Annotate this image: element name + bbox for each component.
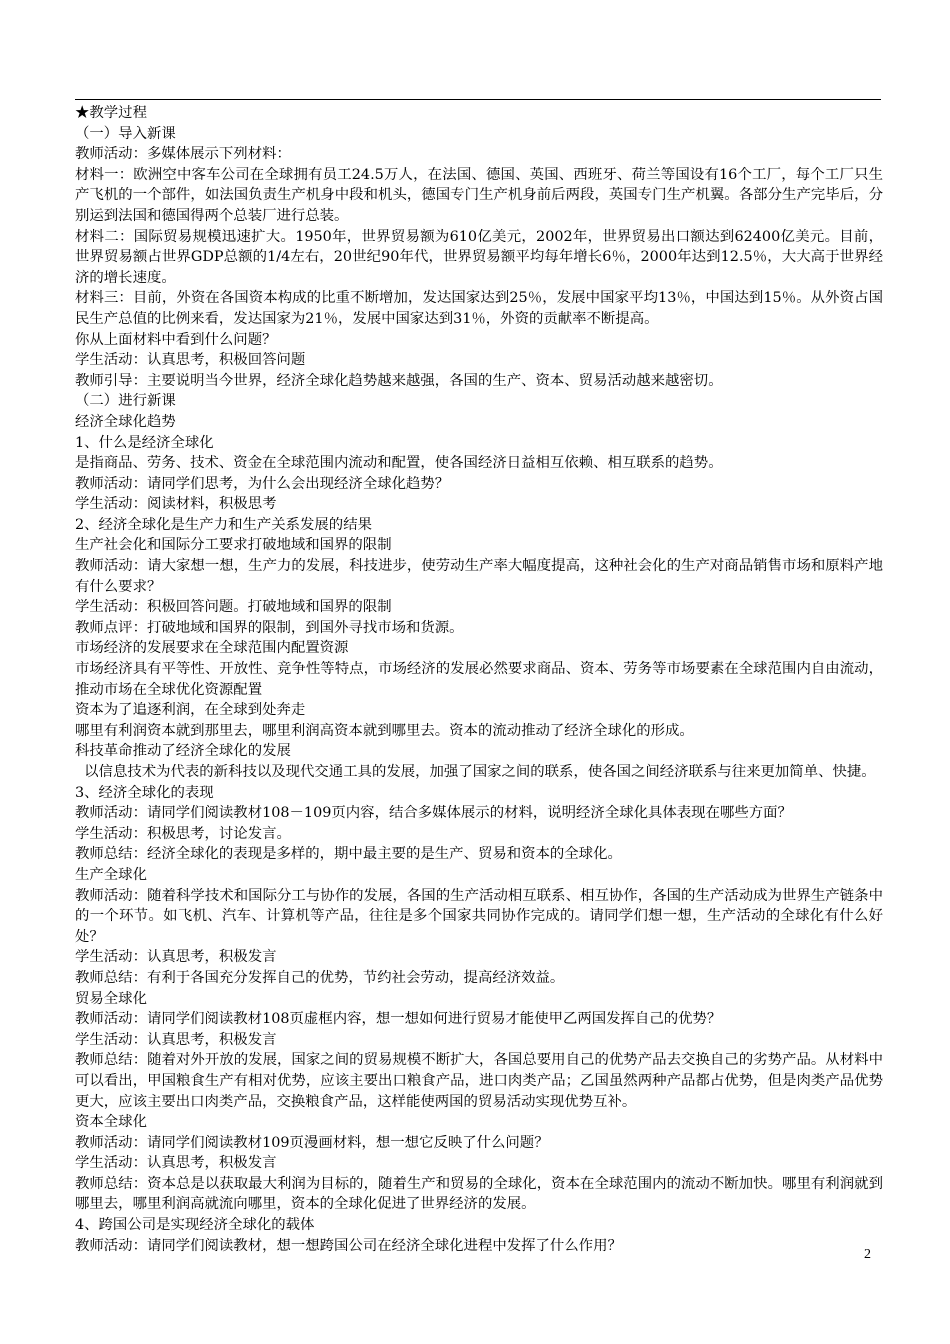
paragraph: 教师总结：有利于各国充分发挥自己的优势，节约社会劳动，提高经济效益。 bbox=[75, 969, 565, 986]
topic-heading: 市场经济的发展要求在全球范围内配置资源 bbox=[75, 640, 349, 657]
topic-heading: 经济全球化趋势 bbox=[75, 413, 176, 430]
document-body bbox=[75, 103, 883, 1256]
paragraph: 教师活动：请同学们阅读教材108－109页内容，结合多媒体展示的材料，说明经济全球化具体表现在哪些方面？ bbox=[75, 805, 792, 822]
page-number: 2 bbox=[864, 1247, 871, 1262]
paragraph: 教师活动：请同学们阅读教材108页虚框内容，想一想如何进行贸易才能使甲乙两国发挥自己的优势？ bbox=[75, 1011, 722, 1028]
paragraph: 学生活动：认真思考，积极发言 bbox=[75, 949, 277, 966]
topic-heading: 生产全球化 bbox=[75, 866, 147, 883]
paragraph: 学生活动：认真思考，积极发言 bbox=[75, 1155, 277, 1172]
topic-heading: 贸易全球化 bbox=[75, 990, 147, 1007]
topic-heading: 生产社会化和国际分工要求打破地域和国界的限制 bbox=[75, 537, 392, 554]
paragraph: 学生活动：认真思考，积极回答问题 bbox=[75, 352, 306, 369]
topic-heading: 科技革命推动了经济全球化的发展 bbox=[75, 743, 291, 760]
section-heading: ★教学过程 bbox=[75, 105, 147, 121]
paragraph: 教师活动：请同学们阅读教材，想一想跨国公司在经济全球化进程中发挥了什么作用？ bbox=[75, 1237, 622, 1254]
topic-heading: 资本为了追逐利润，在全球到处奔走 bbox=[75, 702, 306, 719]
paragraph: 教师活动：请同学们思考，为什么会出现经济全球化趋势？ bbox=[75, 475, 450, 492]
numbered-heading: 1、什么是经济全球化 bbox=[75, 434, 214, 451]
paragraph: 哪里有利润资本就到那里去，哪里利润高资本就到哪里去。资本的流动推动了经济全球化的形成。 bbox=[75, 722, 694, 739]
paragraph: 材料二：国际贸易规模迅速扩大。1950年，世界贸易额为610亿美元，2002年，世界贸易出口额达到62400亿美元。目前，世界贸易额占世界GDP总额的1/4左右，20世纪90年代，世界贸易额平均每年增长6％，2000年达到12.5％，大大高于世界经济的增长速度。 bbox=[75, 228, 883, 286]
subsection-heading: （二）进行新课 bbox=[75, 393, 176, 410]
paragraph: 教师活动：请大家想一想，生产力的发展，科技进步，使劳动生产率大幅度提高，这种社会化的生产对商品销售市场和原料产地有什么要求？ bbox=[75, 558, 883, 595]
paragraph: 教师点评：打破地域和国界的限制，到国外寻找市场和货源。 bbox=[75, 619, 464, 636]
subsection-heading: （一）导入新课 bbox=[75, 125, 176, 142]
paragraph: 学生活动：积极思考，讨论发言。 bbox=[75, 825, 291, 842]
header-rule bbox=[75, 99, 881, 100]
paragraph: 以信息技术为代表的新科技以及现代交通工具的发展，加强了国家之间的联系，使各国之间经济联系与往来更加简单、快捷。 bbox=[75, 764, 876, 780]
paragraph: 是指商品、劳务、技术、资金在全球范围内流动和配置，使各国经济日益相互依赖、相互联系的趋势。 bbox=[75, 455, 723, 472]
topic-heading: 资本全球化 bbox=[75, 1114, 147, 1131]
paragraph: 教师活动：多媒体展示下列材料： bbox=[75, 146, 291, 163]
paragraph: 教师总结：资本总是以获取最大利润为目标的，随着生产和贸易的全球化，资本在全球范围内的流动不断加快。哪里有利润就到哪里去，哪里利润高就流向哪里，资本的全球化促进了世界经济的发展。 bbox=[75, 1175, 883, 1213]
numbered-heading: 3、经济全球化的表现 bbox=[75, 784, 214, 801]
numbered-heading: 4、跨国公司是实现经济全球化的载体 bbox=[75, 1217, 315, 1234]
paragraph: 教师活动：请同学们阅读教材109页漫画材料，想一想它反映了什么问题？ bbox=[75, 1134, 549, 1151]
paragraph: 教师总结：经济全球化的表现是多样的，期中最主要的是生产、贸易和资本的全球化。 bbox=[75, 846, 622, 863]
paragraph: 教师活动：随着科学技术和国际分工与协作的发展，各国的生产活动相互联系、相互协作，各国的生产活动成为世界生产链条中的一个环节。如飞机、汽车、计算机等产品，往往是多个国家共同协作完成的。请同学们想一想，生产活动的全球化有什么好处？ bbox=[75, 887, 883, 945]
paragraph: 市场经济具有平等性、开放性、竞争性等特点，市场经济的发展必然要求商品、资本、劳务等市场要素在全球范围内自由流动，推动市场在全球优化资源配置 bbox=[75, 661, 883, 698]
paragraph: 学生活动：积极回答问题。打破地域和国界的限制 bbox=[75, 599, 392, 616]
paragraph: 学生活动：阅读材料，积极思考 bbox=[75, 496, 277, 513]
paragraph: 教师总结：随着对外开放的发展，国家之间的贸易规模不断扩大，各国总要用自己的优势产品去交换自己的劣势产品。从材料中可以看出，甲国粮食生产有相对优势，应该主要出口粮食产品，进口肉类产品；乙国虽然两种产品都占优势，但是肉类产品优势更大，应该主要出口肉类产品，交换粮食产品，这样能使两国的贸易活动实现优势互补。 bbox=[75, 1052, 883, 1110]
numbered-heading: 2、经济全球化是生产力和生产关系发展的结果 bbox=[75, 516, 372, 533]
paragraph: 材料一：欧洲空中客车公司在全球拥有员工24.5万人，在法国、德国、英国、西班牙、荷兰等国设有16个工厂，每个工厂只生产飞机的一个部件，如法国负责生产机身中段和机头，德国专门生产机身前后两段，英国专门生产机翼。各部分生产完毕后，分别运到法国和德国得两个总装厂进行总装。 bbox=[75, 166, 883, 224]
paragraph: 你从上面材料中看到什么问题？ bbox=[75, 331, 277, 348]
paragraph: 学生活动：认真思考，积极发言 bbox=[75, 1031, 277, 1048]
paragraph: 材料三：目前，外资在各国资本构成的比重不断增加，发达国家达到25％，发展中国家平均13％，中国达到15％。从外资占国民生产总值的比例来看，发达国家为21％，发展中国家达到31％，外资的贡献率不断提高。 bbox=[75, 290, 883, 327]
paragraph: 教师引导：主要说明当今世界，经济全球化趋势越来越强，各国的生产、资本、贸易活动越来越密切。 bbox=[75, 372, 723, 389]
